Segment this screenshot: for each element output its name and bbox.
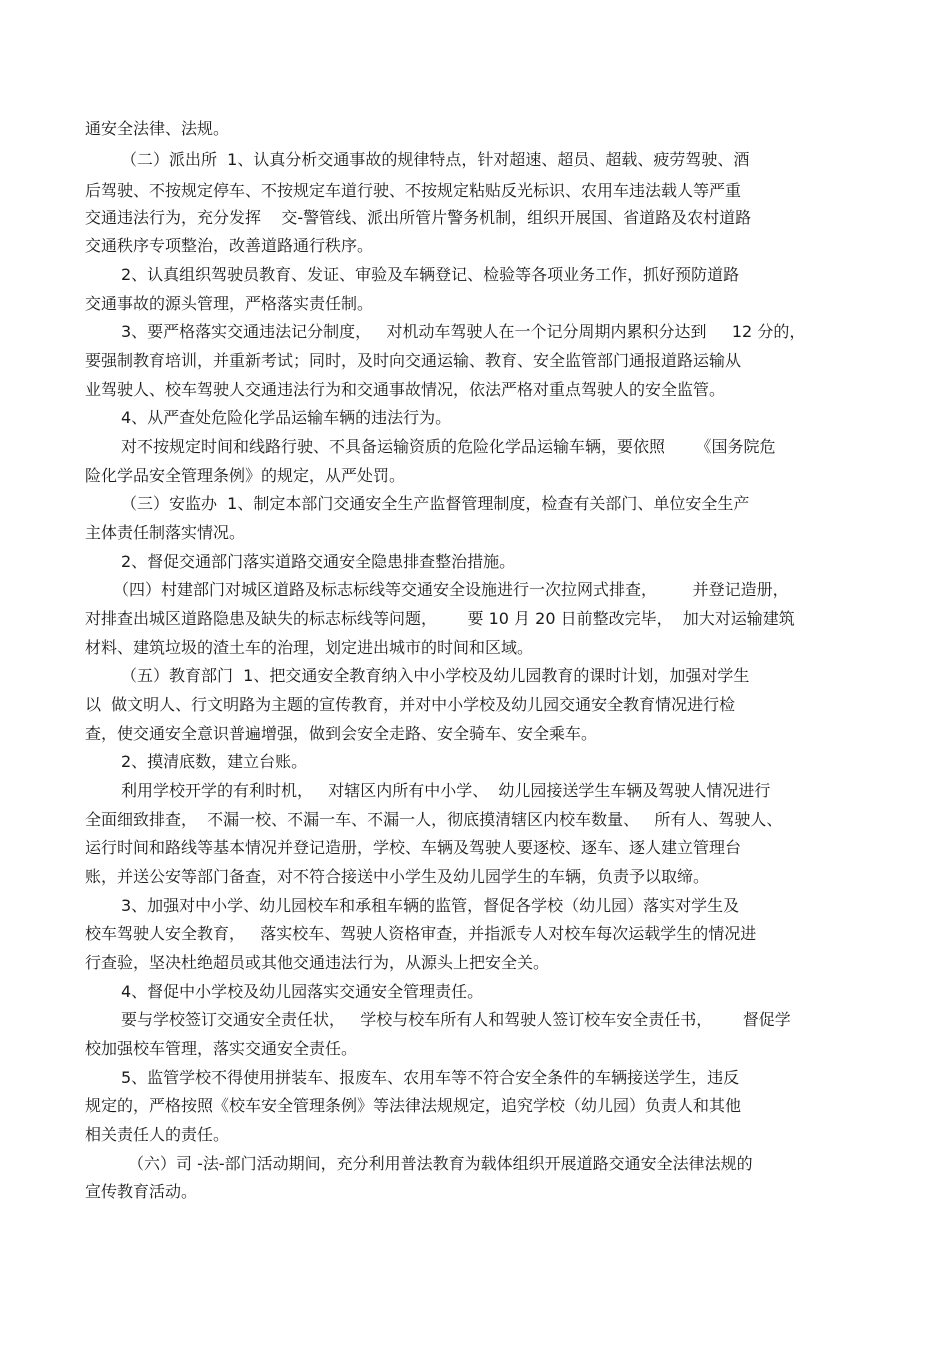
text-line: 通安全法律、法规。	[85, 119, 230, 138]
text-line: 主体责任制落实情况。	[85, 523, 246, 542]
text-line: 运行时间和路线等基本情况并登记造册，学校、车辆及驾驶人要逐校、逐车、逐人建立管理台	[85, 838, 742, 857]
text-line: 交通违法行为，充分发挥 交-警管线、派出所管片警务机制，组织开展国、省道路及农村道路	[85, 208, 752, 227]
text-line: 4、从严查处危险化学品运输车辆的违法行为。	[121, 408, 452, 427]
text-line: 校车驾驶人安全教育， 落实校车、驾驶人资格审查，并指派专人对校车每次运载学生的情况进	[85, 924, 757, 943]
text-line: 全面细致排查， 不漏一校、不漏一车、不漏一人，彻底摸清辖区内校车数量、 所有人、驾驶人、	[85, 810, 783, 829]
text-line: 2、督促交通部门落实道路交通安全隐患排查整治措施。	[121, 552, 516, 571]
text-line: 相关责任人的责任。	[85, 1125, 230, 1144]
text-line: 账，并送公安等部门备查，对不符合接送中小学生及幼儿园学生的车辆，负责予以取缔。	[85, 867, 710, 886]
text-line: （二）派出所 1、认真分析交通事故的规律特点，针对超速、超员、超载、疲劳驾驶、酒	[121, 150, 750, 169]
text-line: 规定的，严格按照《校车安全管理条例》等法律法规规定，追究学校（幼儿园）负责人和其他	[85, 1096, 742, 1115]
text-line: 业驾驶人、校车驾驶人交通违法行为和交通事故情况，依法严格对重点驾驶人的安全监管。	[85, 380, 726, 399]
text-line: （四）村建部门对城区道路及标志标线等交通安全设施进行一次拉网式排查， 并登记造册，	[113, 580, 789, 599]
text-line: 以 做文明人、行文明路为主题的宣传教育，并对中小学校及幼儿园交通安全教育情况进行检	[85, 695, 736, 714]
text-line: （三）安监办 1、制定本部门交通安全生产监督管理制度，检查有关部门、单位安全生产	[121, 494, 750, 513]
text-line: 2、认真组织驾驶员教育、发证、审验及车辆登记、检验等各项业务工作，抓好预防道路	[121, 265, 740, 284]
text-line: 交通事故的源头管理，严格落实责任制。	[85, 294, 374, 313]
text-line: 3、要严格落实交通违法记分制度， 对机动车驾驶人在一个记分周期内累积分达到 12 分的，	[121, 322, 806, 341]
text-line: 交通秩序专项整治，改善道路通行秩序。	[85, 236, 374, 255]
text-line: 后驾驶、不按规定停车、不按规定车道行驶、不按规定粘贴反光标识、农用车违法载人等严重	[85, 181, 742, 200]
text-line: 查，使交通安全意识普遍增强，做到会安全走路、安全骑车、安全乘车。	[85, 724, 598, 743]
text-line: 险化学品安全管理条例》的规定，从严处罚。	[85, 466, 406, 485]
text-line: 要与学校签订交通安全责任状， 学校与校车所有人和驾驶人签订校车安全责任书， 督促学	[121, 1010, 791, 1029]
text-line: 宣传教育活动。	[85, 1182, 198, 1201]
text-line: 2、摸清底数，建立台账。	[121, 752, 308, 771]
text-line: 利用学校开学的有利时机， 对辖区内所有中小学、 幼儿园接送学生车辆及驾驶人情况进行	[121, 781, 771, 800]
text-line: 对排查出城区道路隐患及缺失的标志标线等问题， 要 10 月 20 日前整改完毕， 加大对运输建筑	[85, 609, 795, 628]
text-line: 5、监管学校不得使用拼装车、报废车、农用车等不符合安全条件的车辆接送学生，违反	[121, 1068, 740, 1087]
text-line: 4、督促中小学校及幼儿园落实交通安全管理责任。	[121, 982, 484, 1001]
text-line: （六）司 -法-部门活动期间，充分利用普法教育为载体组织开展道路交通安全法律法规的	[128, 1154, 753, 1173]
text-line: 行查验，坚决杜绝超员或其他交通违法行为，从源头上把安全关。	[85, 953, 550, 972]
text-line: 要强制教育培训，并重新考试；同时，及时向交通运输、教育、安全监管部门通报道路运输从	[85, 351, 742, 370]
text-line: 校加强校车管理，落实交通安全责任。	[85, 1039, 358, 1058]
text-line: 3、加强对中小学、幼儿园校车和承租车辆的监管，督促各学校（幼儿园）落实对学生及	[121, 896, 740, 915]
text-line: （五）教育部门 1、把交通安全教育纳入中小学校及幼儿园教育的课时计划，加强对学生	[121, 666, 750, 685]
text-line: 对不按规定时间和线路行驶、不具备运输资质的危险化学品运输车辆，要依照 《国务院危	[121, 437, 776, 456]
text-line: 材料、建筑垃圾的渣土车的治理，划定进出城市的时间和区域。	[85, 638, 534, 657]
